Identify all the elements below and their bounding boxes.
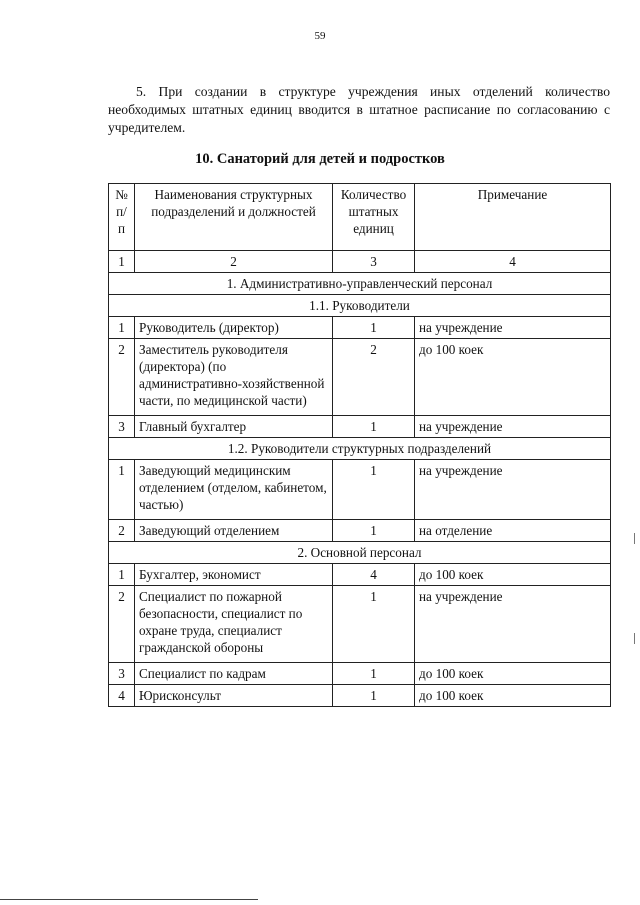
note: на учреждение [415, 317, 611, 339]
row-number: 3 [109, 416, 135, 438]
group-header-row [109, 273, 611, 295]
subgroup-title: 1.1. Руководители [109, 295, 611, 317]
row-number: 2 [109, 586, 135, 663]
position-name: Заведующий медицинским отделением (отделом, кабинетом, частью) [135, 460, 333, 520]
staff-quantity: 1 [333, 416, 415, 438]
position-name: Юрисконсульт [135, 685, 333, 707]
position-name: Заведующий отделением [135, 520, 333, 542]
subgroup-header-row [109, 295, 611, 317]
group-header-row [109, 542, 611, 564]
staff-table [108, 183, 611, 707]
row-number: 2 [109, 520, 135, 542]
intro-paragraph: 5. При создании в структуре учреждения иных отделений количество необходимых штатных единиц вводится в штатное расписание по согласованию с учредителем. [108, 84, 610, 135]
table-row [109, 460, 611, 520]
table-header-row [109, 184, 611, 251]
position-name: Специалист по кадрам [135, 663, 333, 685]
table-row [109, 564, 611, 586]
position-name: Заместитель руководителя (директора) (по административно-хозяйственной части, по медицинской части) [135, 339, 333, 416]
row-number: 2 [109, 339, 135, 416]
note: на учреждение [415, 586, 611, 663]
table-row [109, 416, 611, 438]
note: до 100 коек [415, 663, 611, 685]
column-number: 3 [333, 251, 415, 273]
staff-quantity: 1 [333, 317, 415, 339]
table-row [109, 586, 611, 663]
staff-quantity: 1 [333, 663, 415, 685]
note: до 100 коек [415, 564, 611, 586]
header-number: № п/п [109, 184, 135, 251]
scan-edge-mark [634, 633, 635, 644]
group-title: 2. Основной персонал [109, 542, 611, 564]
note: на отделение [415, 520, 611, 542]
bottom-rule [0, 899, 258, 900]
row-number: 1 [109, 564, 135, 586]
staff-quantity: 2 [333, 339, 415, 416]
page-number: 59 [314, 30, 326, 42]
row-number: 1 [109, 460, 135, 520]
row-number: 1 [109, 317, 135, 339]
position-name: Главный бухгалтер [135, 416, 333, 438]
subgroup-header-row [109, 438, 611, 460]
section-title: 10. Санаторий для детей и подростков [195, 151, 445, 167]
staff-quantity: 1 [333, 586, 415, 663]
column-number: 2 [135, 251, 333, 273]
column-numbers-row [109, 251, 611, 273]
subgroup-title: 1.2. Руководители структурных подразделений [109, 438, 611, 460]
position-name: Специалист по пожарной безопасности, специалист по охране труда, специалист гражданской обороны [135, 586, 333, 663]
row-number: 3 [109, 663, 135, 685]
column-number: 1 [109, 251, 135, 273]
note: до 100 коек [415, 339, 611, 416]
table-row [109, 339, 611, 416]
scan-edge-mark [634, 533, 635, 544]
table-row [109, 663, 611, 685]
table-row [109, 685, 611, 707]
table-row [109, 520, 611, 542]
note: на учреждение [415, 460, 611, 520]
header-note: Примечание [415, 184, 611, 251]
staff-quantity: 1 [333, 685, 415, 707]
table-row [109, 317, 611, 339]
position-name: Бухгалтер, экономист [135, 564, 333, 586]
header-quantity: Количество штатных единиц [333, 184, 415, 251]
staff-quantity: 4 [333, 564, 415, 586]
staff-quantity: 1 [333, 460, 415, 520]
note: до 100 коек [415, 685, 611, 707]
column-number: 4 [415, 251, 611, 273]
position-name: Руководитель (директор) [135, 317, 333, 339]
staff-quantity: 1 [333, 520, 415, 542]
row-number: 4 [109, 685, 135, 707]
note: на учреждение [415, 416, 611, 438]
group-title: 1. Административно-управленческий персонал [109, 273, 611, 295]
header-name: Наименования структурных подразделений и должностей [135, 184, 333, 251]
